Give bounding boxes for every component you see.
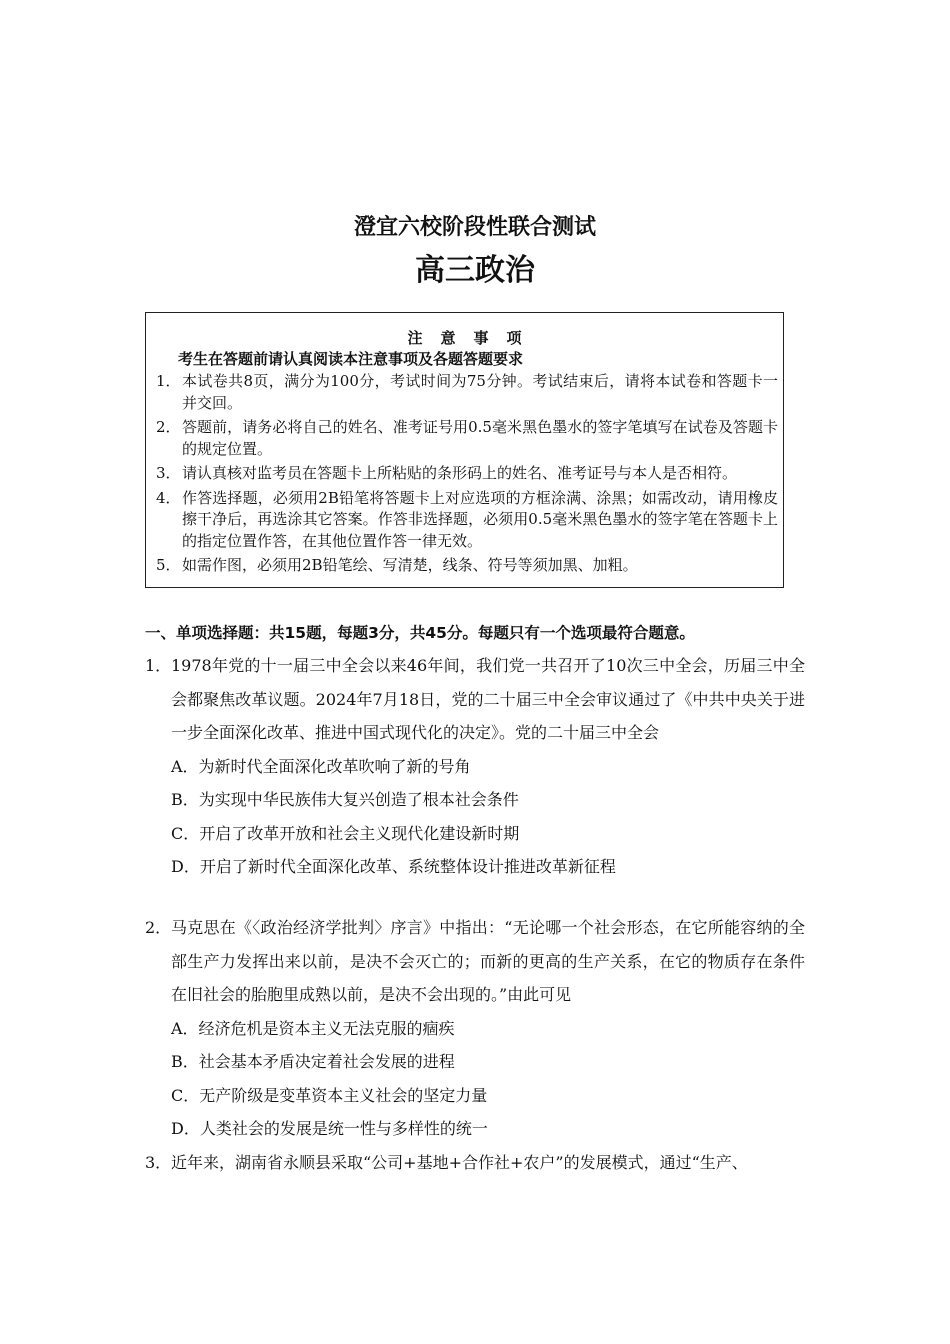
option-a: A．为新时代全面深化改革吹响了新的号角 (171, 756, 471, 776)
option-d: D．人类社会的发展是统一性与多样性的统一 (171, 1119, 488, 1138)
exam-school-title: 澄宜六校阶段性联合测试 (353, 215, 596, 240)
question (145, 649, 805, 884)
notice-list (154, 371, 778, 580)
option-b: B．社会基本矛盾决定着社会发展的进程 (171, 1052, 455, 1071)
notice-item-number: 3． (156, 464, 181, 482)
notice-item (154, 555, 778, 577)
option-d: D．开启了新时代全面深化改革、系统整体设计推进改革新征程 (171, 857, 616, 876)
option-a: A．经济危机是资本主义无法克服的痼疾 (171, 1018, 455, 1038)
option-b: B．为实现中华民族伟大复兴创造了根本社会条件 (171, 790, 519, 809)
notice-item-text: 答题前，请务必将自己的姓名、准考证号用0.5毫米黑色墨水的签字笔填写在试卷及答题卡的规定位置。 (182, 418, 778, 458)
notice-item (154, 488, 778, 553)
exam-subject-title: 高三政治 (415, 253, 535, 288)
option-c: C．无产阶级是变革资本主义社会的坚定力量 (171, 1085, 488, 1105)
option-c: C．开启了改革开放和社会主义现代化建设新时期 (171, 823, 520, 843)
question-stem: 马克思在《〈政治经济学批判〉序言》中指出：“无论哪一个社会形态，在它所能容纳的全部生产力发挥出来以前，是决不会灭亡的；而新的更高的生产关系，在它的物质存在条件在旧社会的胎胞里成熟以前，是决不会出现的。”由此可见 (171, 918, 805, 1004)
notice-item-number: 5． (156, 556, 181, 574)
notice-item-text: 本试卷共8页，满分为100分，考试时间为75分钟。考试结束后，请将本试卷和答题卡一并交回。 (182, 372, 778, 412)
question-number: 3． (145, 1153, 172, 1172)
question (145, 1146, 805, 1180)
notice-item (154, 417, 778, 460)
notice-item-number: 1． (156, 372, 181, 390)
question (145, 911, 805, 1146)
notice-heading: 注意事项 (407, 329, 540, 347)
notice-subheading: 考生在答题前请认真阅读本注意事项及各题答题要求 (178, 350, 524, 368)
notice-item-number: 2． (156, 418, 181, 436)
notice-item-number: 4． (156, 488, 181, 507)
notice-box (145, 312, 784, 588)
notice-item-text: 请认真核对监考员在答题卡上所粘贴的条形码上的姓名、准考证号与本人是否相符。 (182, 464, 738, 482)
question-stem: 1978年党的十一届三中全会以来46年间，我们党一共召开了10次三中全会，历届三中全会都聚焦改革议题。2024年7月18日，党的二十届三中全会审议通过了《中共中央关于进一步全面深化改革、推进中国式现代化的决定》。党的二十届三中全会 (171, 656, 805, 742)
question-stem: 近年来，湖南省永顺县采取“公司+基地+合作社+农户”的发展模式，通过“生产、 (171, 1153, 748, 1172)
notice-item-text: 如需作图，必须用2B铅笔绘、写清楚，线条、符号等须加黑、加粗。 (182, 556, 638, 574)
notice-item (154, 463, 778, 485)
section-heading: 一、单项选择题：共15题，每题3分，共45分。每题只有一个选项最符合题意。 (145, 624, 695, 642)
notice-item-text: 作答选择题，必须用2B铅笔将答题卡上对应选项的方框涂满、涂黑；如需改动，请用橡皮擦干净后，再选涂其它答案。作答非选择题，必须用0.5毫米黑色墨水的签字笔在答题卡上的指定位置作答，在其他位置作答一律无效。 (182, 488, 778, 550)
question-number: 2． (145, 918, 172, 937)
notice-item (154, 371, 778, 414)
question-number: 1． (145, 656, 172, 675)
